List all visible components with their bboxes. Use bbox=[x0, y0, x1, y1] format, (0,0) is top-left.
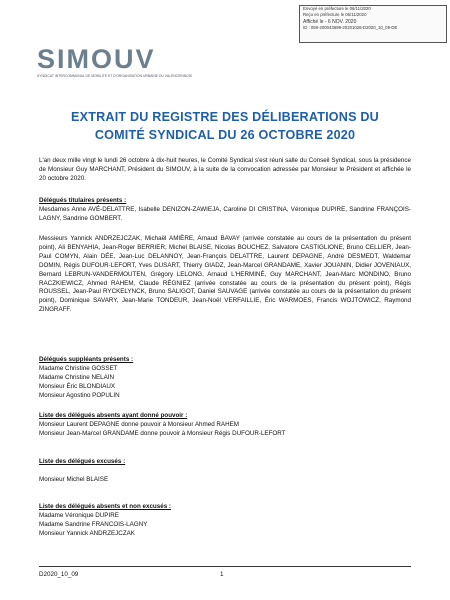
titulaires-mesdames: Mesdames Anne AVÉ-DELATTRE, Isabelle DENIZON-ZAWIEJA, Caroline DI CRISTINA, Véronique DUPIRE, Sandrine FRANÇOIS-LAGNY, Sandrine GOMBERT. bbox=[39, 206, 411, 222]
list-item: Madame Véronique DUPIRE bbox=[39, 512, 119, 519]
heading-titulaires: Délégués titulaires présents : bbox=[39, 197, 127, 204]
heading-absents: Liste des délégués absents et non excusés : bbox=[39, 503, 171, 510]
heading-pouvoir: Liste des délégués absents ayant donné pouvoir : bbox=[39, 412, 188, 419]
intro-paragraph: L'an deux mille vingt le lundi 26 octobre à dix-huit heures, le Comité Syndical s'est réuni salle du Conseil Syndical, sous la présidence de Monsieur Guy MARCHANT, Président du SIMOUV, à la suite de la convocation adressée par Monsieur le Président et affichée le 20 octobre 2020. bbox=[39, 157, 411, 182]
stamp-line-id: ID : 059-200043699-20201026-D2020_10_09-DE bbox=[303, 24, 398, 30]
suppleants-list bbox=[39, 365, 120, 401]
pouvoir-list bbox=[39, 421, 286, 439]
logo-tagline: SYNDICAT INTERCOMMUNAL DE MOBILITÉ ET D'ORGANISATION URBAINE DU VALENCIENNOIS bbox=[37, 74, 193, 78]
list-item: Monsieur Yannick ANDRZEJCZAK bbox=[39, 529, 135, 537]
document-reference: D2020_10_09 bbox=[39, 571, 79, 578]
title-line-1: EXTRAIT DU REGISTRE DES DÉLIBERATIONS DU bbox=[71, 110, 379, 124]
simouv-logo bbox=[37, 44, 207, 78]
title-line-2: COMITÉ SYNDICAL DU 26 OCTOBRE 2020 bbox=[94, 127, 356, 142]
stamp-line-posted: Affiché le - 6 NOV. 2020 bbox=[303, 18, 357, 25]
logo-wordmark: SIMOUV bbox=[37, 44, 156, 74]
stamp-line-received: Reçu en préfecture le 06/11/2020 bbox=[303, 12, 367, 18]
page-title bbox=[40, 109, 410, 144]
list-item: Monsieur Michel BLAISE bbox=[39, 476, 109, 483]
list-item: Monsieur Agostino POPULIN bbox=[39, 391, 120, 399]
page-number: 1 bbox=[220, 571, 224, 578]
list-item: Monsieur Jean-Marcel GRANDAME donne pouvoir à Monsieur Régis DUFOUR-LEFORT bbox=[39, 429, 286, 437]
list-item: Madame Christine NELAIN bbox=[39, 373, 115, 381]
list-item: Monsieur Laurent DEPAGNE donne pouvoir à Monsieur Ahmed RAHEM bbox=[39, 421, 239, 428]
absents-list bbox=[39, 512, 147, 539]
footer-divider bbox=[39, 566, 411, 567]
heading-suppleants: Délégués suppléants présents : bbox=[39, 356, 134, 363]
list-item: Madame Christine GOSSET bbox=[39, 365, 118, 372]
list-item: Madame Sandrine FRANCOIS-LAGNY bbox=[39, 520, 148, 528]
stamp-line-sent: Envoyé en préfecture le 06/11/2020 bbox=[303, 6, 371, 11]
excuses-list bbox=[39, 476, 108, 485]
heading-excuses: Liste des délégués excusés : bbox=[39, 458, 126, 465]
titulaires-messieurs: Messieurs Yannick ANDRZEJCZAK, Michaël AMIÈRE, Arnaud BAVAY (arrivée constatée au cours de la présentation du présent point), Ali BENYAHIA, Jean-Roger BERRIER, Michel BLAISE, Nicolas BOUCHEZ, Salvatore CASTIGLIONE, Bruno CELLIER, Jean-Paul COMYN, Alain DÉE, Jean-Luc DELANNOY, Jean-François DELATTRE, Laurent DEPAGNE, André DESMEDT, Waldemar DOMIN, Régis DUFOUR-LEFORT, Yves DUSART, Thierry GIADZ, Jean-Marcel GRANDAME, Xavier JOUANIN, Didier JOVENIAUX, Bernard LEBRUN-VANDERMOUTEN, Grégory LELONG, Arnaud L'HERMINÉ, Guy MARCHANT, Jean-Marc MONDINO, Bruno RACZKIEWICZ, Ahmed RAHEM, Claude RÉGNIEZ (arrivée constatée au cours de la présentation du présent point), Régis ROUSSEL, Jean-Paul RYCKELYNCK, Bruno SALIGOT, Daniel SAUVAGE (arrivée constatée au cours de la présentation du présent point), Dominique SAVARY, Jean-Marie TONDEUR, Jean-Noël VERFAILLIE, Éric WARMOES, Francis WOJTOWICZ, Raymond ZINGRAFF. bbox=[39, 235, 411, 314]
list-item: Monsieur Éric BLONDIAUX bbox=[39, 382, 116, 390]
prefecture-stamp bbox=[299, 5, 447, 43]
